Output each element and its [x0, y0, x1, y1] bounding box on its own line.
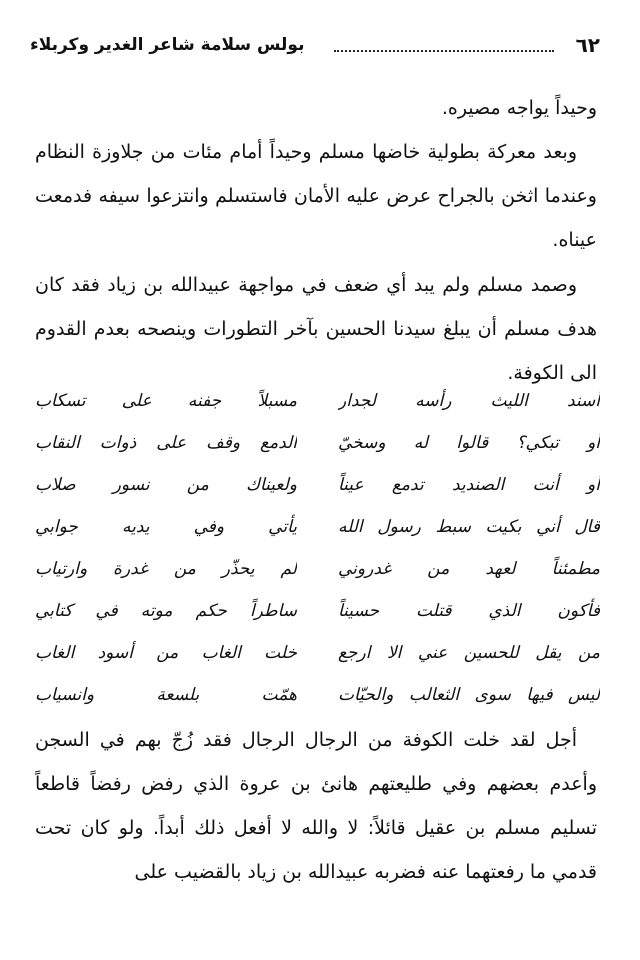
hemistich-first: قال أني بكيت سبط رسول الله	[338, 517, 600, 537]
poem-verse	[35, 632, 600, 674]
paragraph: أجل لقد خلت الكوفة من الرجال الرجال فقد زُجّ بهم في السجن وأعدم بعضهم وفي طليعتهم هانئ بن عروة الذي رفض رفضاً قاطعاً تسليم مسلم بن عقيل قائلاً: لا والله لا أفعل ذلك أبداً. ولو كان تحت قدمي ما رفعتهما عنه فضربه عبيدالله بن زياد بالقضيب على	[35, 729, 597, 883]
poem-verse	[35, 422, 600, 464]
poem-verse	[35, 380, 600, 422]
poem	[35, 380, 600, 716]
page-header	[30, 30, 600, 60]
hemistich-second: همّت بلسعة وانسياب	[35, 685, 297, 705]
hemistich-second: الدمع وقف على ذوات النقاب	[35, 433, 297, 453]
poem-verse	[35, 506, 600, 548]
paragraph: وحيداً يواجه مصيره.	[441, 97, 597, 119]
text-block-middle	[35, 263, 597, 395]
hemistich-first: ليس فيها سوى الثعالب والحيّات	[338, 685, 600, 705]
hemistich-second: خلت الغاب من أسود الغاب	[35, 643, 297, 663]
hemistich-first: مطمئناً لعهد من غدروني	[338, 559, 600, 579]
hemistich-first: أو تبكي؟ قالوا له وسخيّ	[338, 433, 600, 453]
hemistich-second: ساطراً حكم موته في كتابي	[35, 601, 297, 621]
text-block-bottom	[35, 718, 597, 894]
hemistich-second: يأتي وفي يديه جوابي	[35, 517, 297, 537]
hemistich-second: مسبلاً جفنه على تسكاب	[35, 391, 297, 411]
header-dot-leader	[334, 38, 554, 52]
hemistich-first: أسند الليث رأسه لجدار	[338, 391, 600, 411]
poem-verse	[35, 674, 600, 716]
paragraph: وبعد معركة بطولية خاضها مسلم وحيداً أمام مئات من جلاوزة النظام وعندما اثخن بالجراح عرض عليه الأمان فاستسلم وانتزعوا سيفه فدمعت عيناه.	[35, 141, 597, 251]
text-block-top	[35, 86, 597, 262]
paragraph: وصمد مسلم ولم يبد أي ضعف في مواجهة عبيدالله بن زياد فقد كان هدف مسلم أن يبلغ سيدنا الحسين بآخر التطورات وينصحه بعدم القدوم الى الكوفة.	[35, 274, 597, 384]
running-title: بولس سلامة شاعر الغدير وكربلاء	[30, 35, 305, 55]
hemistich-second: ولعيناك من نسور صلاب	[35, 475, 297, 495]
page-number: ٦٢	[575, 33, 600, 57]
hemistich-first: أو أنت الصنديد تدمع عيناً	[338, 475, 600, 495]
hemistich-first: من يقل للحسين عني الا ارجع	[338, 643, 600, 663]
poem-verse	[35, 590, 600, 632]
hemistich-first: فأكون الذي قتلت حسيناً	[338, 601, 600, 621]
poem-verse	[35, 548, 600, 590]
poem-verse	[35, 464, 600, 506]
hemistich-second: لم يحذّر من غدرة وارتياب	[35, 559, 297, 579]
